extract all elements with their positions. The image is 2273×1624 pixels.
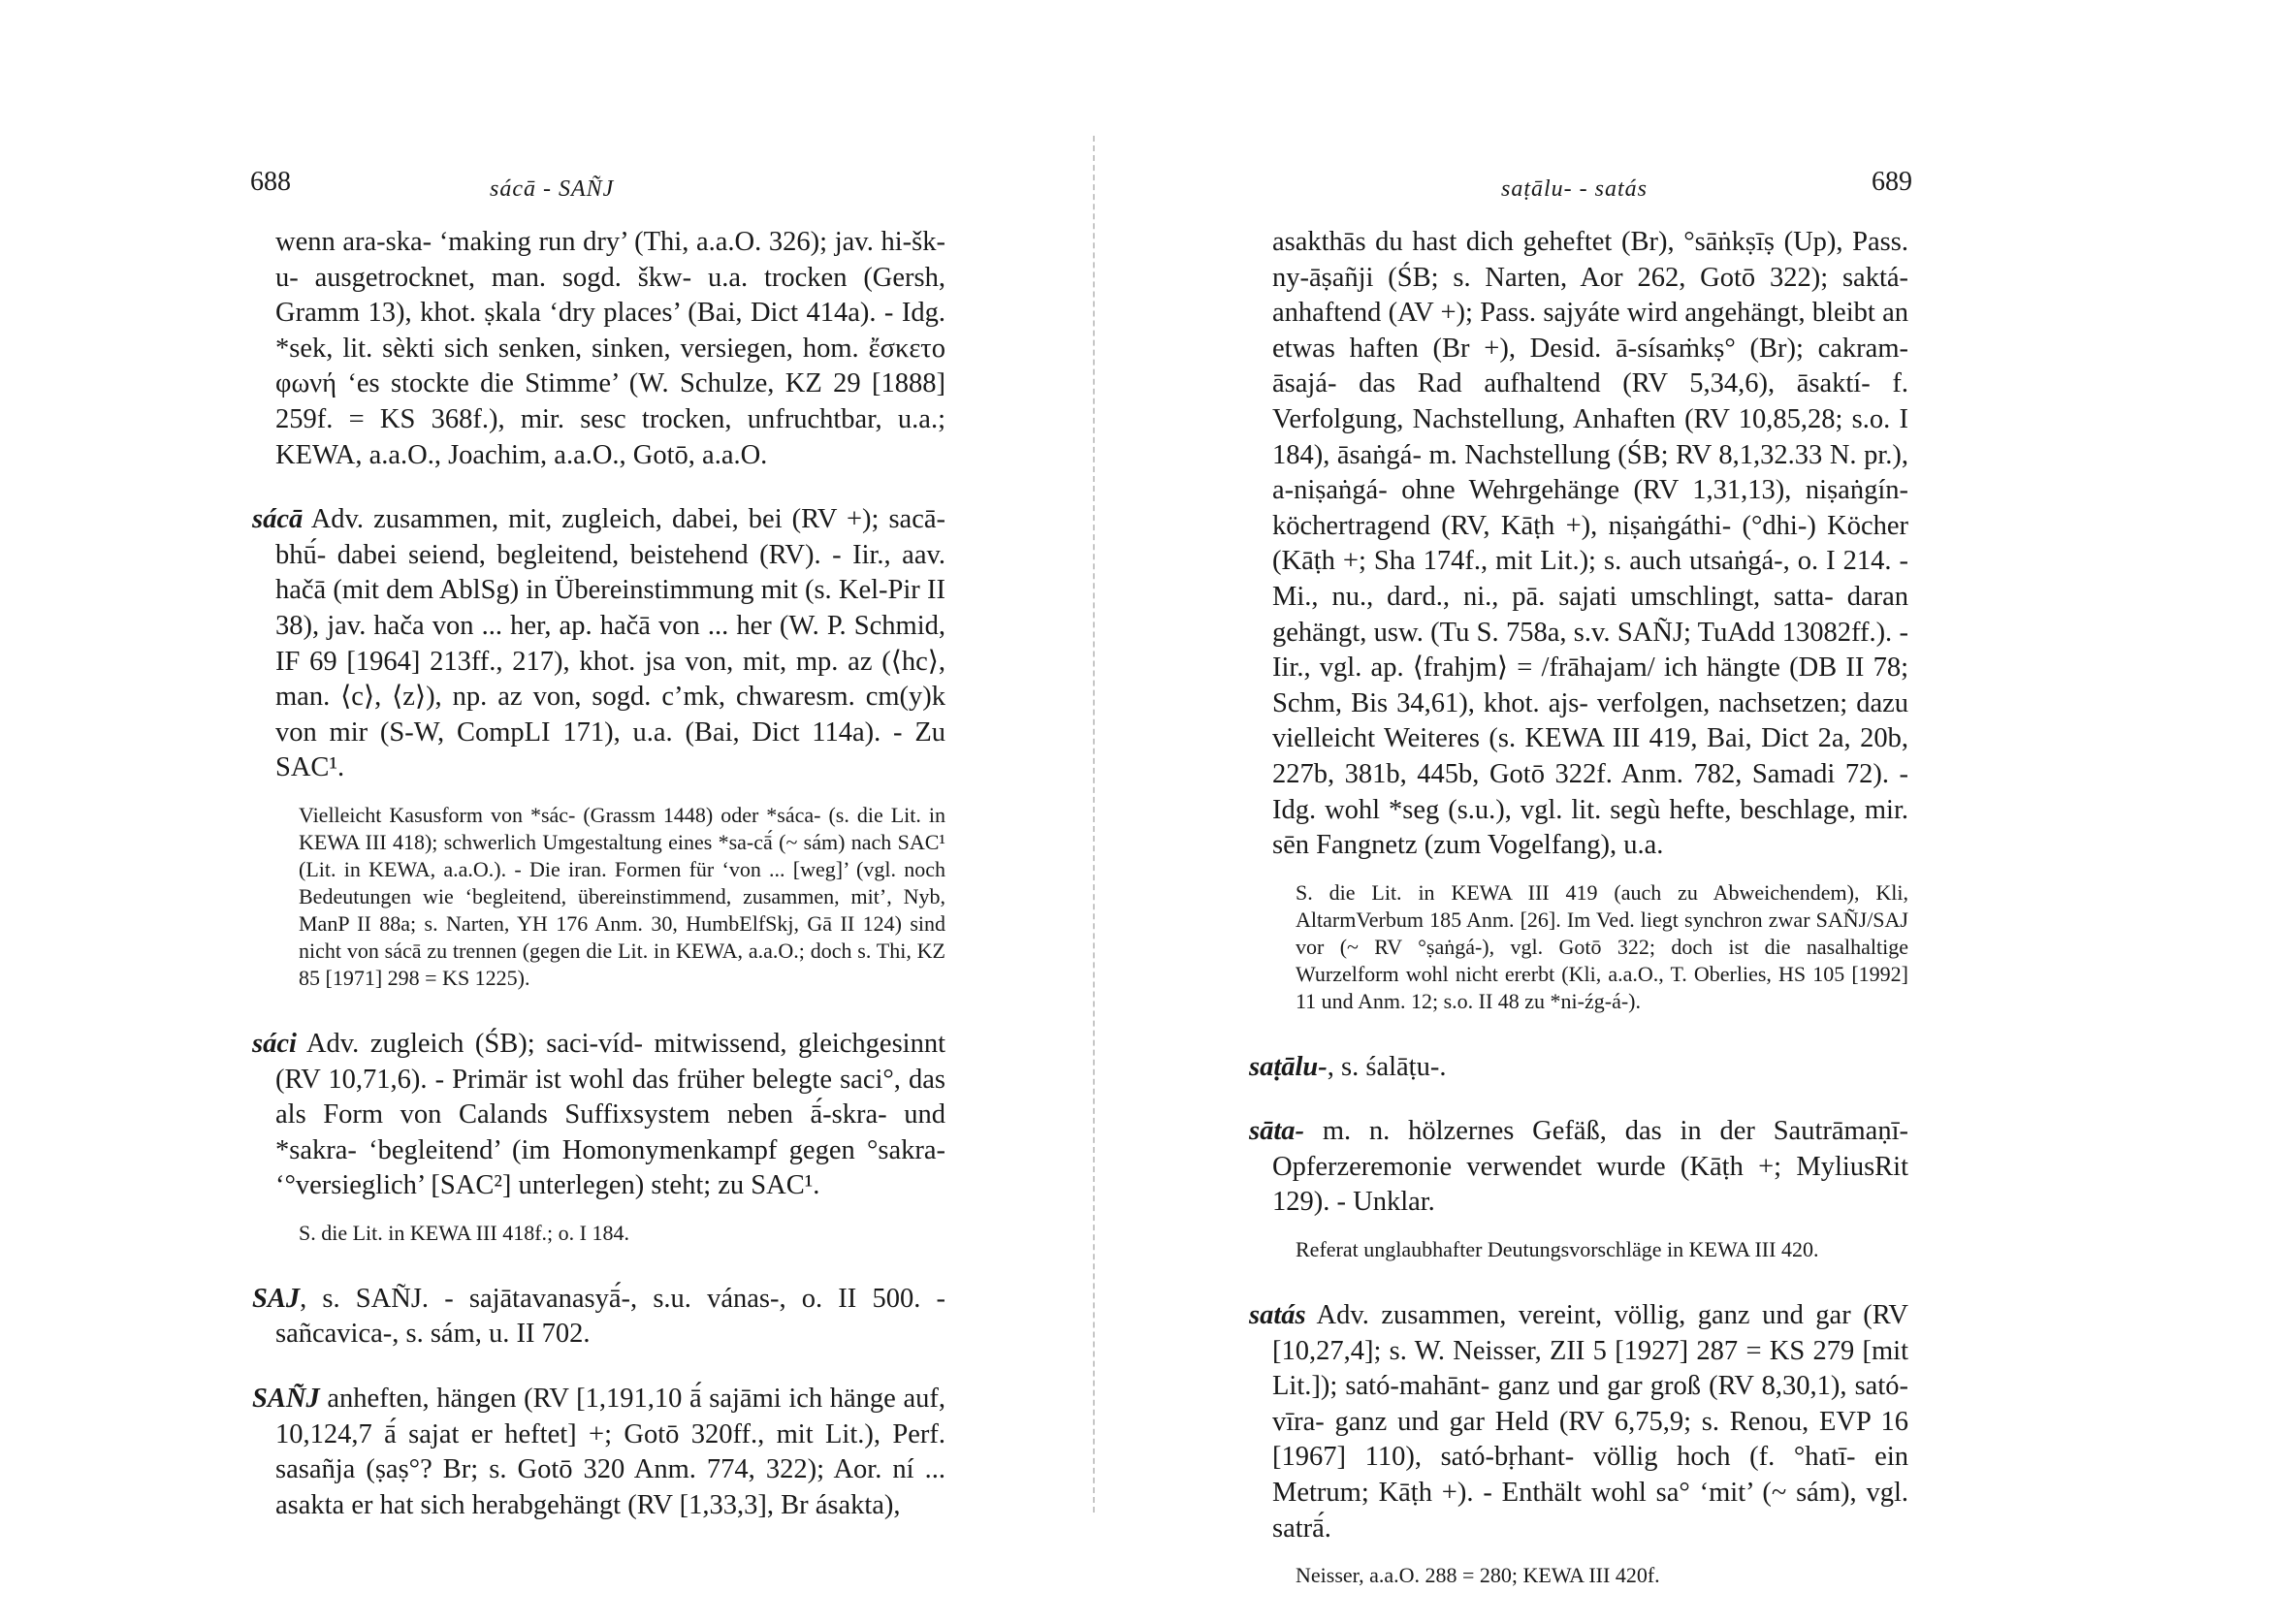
right-page: [1125, 0, 2273, 1606]
dictionary-entry: [252, 502, 945, 786]
entry-text: , s. SAÑJ. - sajātavanasyā́-, s.u. vánas-, o. II 500. - sañcavica-, s. sám, u. II 702.: [275, 1283, 945, 1350]
left-page: [0, 0, 1096, 1606]
entry-lemma: saṭālu-: [1249, 1051, 1328, 1082]
left-column: [252, 225, 945, 1552]
dictionary-entry: [1249, 1050, 1908, 1086]
entry-text: , s. śalāṭu-.: [1327, 1051, 1447, 1082]
entry-note: Referat unglaubhafter Deutungsvorschläge in KEWA III 420.: [1296, 1237, 1819, 1262]
dictionary-entry: [252, 1282, 945, 1353]
entry-lemma: sāta-: [1249, 1116, 1304, 1147]
left-page-number: 688: [250, 167, 291, 197]
entry-text: m. n. hölzernes Gefäß, das in der Sautrāmaṇī-Opferzeremonie verwendet wurde (Kāṭh +; MyliusRit 129). - Unklar.: [1272, 1116, 1908, 1218]
entry-text: Adv. zugleich (ŚB); saci-víd- mitwissend, gleichgesinnt (RV 10,71,6). - Primär ist wohl das früher belegte saci°, das als Form von Calands Suffixsystem neben ā́-skra- und *sakra- ‘begleitend’ (im Homonymenkampf gegen °sakra- ‘°versieglich’ [SAC²] unterlegen) steht; zu SAC¹.: [275, 1028, 945, 1201]
entry-lemma: sáci: [252, 1028, 297, 1059]
entry-lemma: SAJ: [252, 1283, 301, 1314]
dictionary-entry: [252, 1382, 945, 1523]
right-page-number: 689: [1872, 167, 1912, 197]
entry-text: anheften, hängen (RV [1,191,10 ā́ sajāmi ich hänge auf, 10,124,7 ā́ sajat er heftet] +; Gotō 320ff., mit Lit.), Perf. sasañja (ṣaṣ°? Br; s. Gotō 320 Anm. 774, 322); Aor. ní ... asakta er hat sich herabgehängt (RV [1,33,3], Br ásakta),: [275, 1384, 945, 1520]
entry-lemma: satás: [1249, 1300, 1306, 1331]
entry-note: S. die Lit. in KEWA III 418f.; o. I 184.: [299, 1220, 629, 1245]
continuation-text: wenn ara-ska- ‘making run dry’ (Thi, a.a.O. 326); jav. hi-šk-u- ausgetrocknet, man. sogd. škw- u.a. trocken (Gersh, Gramm 13), khot. ṣkala ‘dry places’ (Bai, Dict 414a). - Idg. *sek, lit. sèkti sich senken, sinken, versiegen, hom. ἔσκετο φωνή ‘es stockte die Stimme’ (W. Schulze, KZ 29 [1888] 259f. = KS 368f.), mir. sesc trocken, unfruchtbar, u.a.; KEWA, a.a.O., Joachim, a.a.O., Gotō, a.a.O.: [275, 227, 945, 470]
left-running-head: sácā - SAÑJ: [490, 176, 615, 202]
entry-lemma: sácā: [252, 504, 304, 535]
continuation-text: asakthās du hast dich geheftet (Br), °sāṅkṣīṣ (Up), Pass. ny-āṣañji (ŚB; s. Narten, Aor 262, Gotō 322); saktá- anhaftend (AV +); Pass. sajyáte wird angehängt, bleibt an etwas haften (Br +), Desid. ā-sísaṁkṣ° (Br); cakram-āsajá- das Rad aufhaltend (RV 5,34,6), āsaktí- f. Verfolgung, Nachstellung, Anhaften (RV 10,85,28; s.o. I 184), āsaṅgá- m. Nachstellung (ŚB; RV 8,1,32.33 N. pr.), a-niṣaṅgá- ohne Wehrgehänge (RV 1,31,13), niṣaṅgín- köchertragend (RV, Kāṭh +), niṣaṅgáthi- (°dhi-) Köcher (Kāṭh +; Sha 174f., mit Lit.); s. auch utsaṅgá-, o. I 214. - Mi., nu., dard., ni., pā. sajati umschlingt, satta- daran gehängt, usw. (Tu S. 758a, s.v. SAÑJ; TuAdd 13082ff.). - Iir., vgl. ap. ⟨frahjm⟩ = /frāhajam/ ich hängte (DB II 78; Schm, Bis 34,61), khot. ajs- verfolgen, nachsetzen; dazu vielleicht Weiteres (s. KEWA III 419, Bai, Dict 2a, 20b, 227b, 381b, 445b, Gotō 322f. Anm. 782, Samadi 72). - Idg. wohl *seg (s.u.), vgl. lit. segù hefte, beschlage, mir. sēn Fangnetz (zum Vogelfang), u.a.: [1272, 227, 1908, 861]
entry-text: Adv. zusammen, vereint, völlig, ganz und gar (RV [10,27,4]; s. W. Neisser, ZII 5 [1927] 287 = KS 279 [mit Lit.]); sató-mahānt- ganz und gar groß (RV 8,30,1), sató-vīra- ganz und gar Held (RV 6,75,9; s. Renou, EVP 16 [1967] 110), sató-bṛhant- völlig hoch (f. °hatī- ein Metrum; Kāṭh +). - Enthält wohl sa° ‘mit’ (~ sám), vgl. satrā́.: [1272, 1300, 1908, 1544]
entry-note: Neisser, a.a.O. 288 = 280; KEWA III 420f.: [1296, 1563, 1660, 1588]
dictionary-entry: [252, 1027, 945, 1204]
dictionary-entry: [1249, 1298, 1908, 1546]
entry-lemma: SAÑJ: [252, 1384, 320, 1415]
entry-text: Adv. zusammen, mit, zugleich, dabei, bei (RV +); sacā-bhū́- dabei seiend, begleitend, beistehend (RV). - Iir., aav. hačā (mit dem AblSg) in Übereinstimmung mit (s. Kel-Pir II 38), jav. hača von ... her, ap. hačā von ... her (W. P. Schmid, IF 69 [1964] 213ff., 217), khot. jsa von, mit, mp. az (⟨hc⟩, man. ⟨c⟩, ⟨z⟩), np. az von, sogd. c’mk, chwaresm. cm(y)k von mir (S-W, CompLI 171), u.a. (Bai, Dict 114a). - Zu SAC¹.: [275, 504, 945, 783]
right-running-head: saṭālu- - satás: [1501, 176, 1649, 202]
entry-note: Vielleicht Kasusform von *sác- (Grassm 1448) oder *sáca- (s. die Lit. in KEWA III 418); schwerlich Umgestaltung eines *sa-cā́ (~ sám) nach SAC¹ (Lit. in KEWA, a.a.O.). - Die iran. Formen für ‘von ... [weg]’ (vgl. noch Bedeutungen wie ‘begleitend, übereinstimmend, zusammen, mit’, Nyb, ManP II 88a; s. Narten, YH 176 Anm. 30, HumbElfSkj, Gā II 124) sind nicht von sácā zu trennen (gegen die Lit. in KEWA, a.a.O.; doch s. Thi, KZ 85 [1971] 298 = KS 1225).: [299, 802, 945, 990]
entry-note: S. die Lit. in KEWA III 419 (auch zu Abweichendem), Kli, AltarmVerbum 185 Anm. [26]. Im Ved. liegt synchron zwar SAÑJ/SAJ vor (~ RV °ṣaṅgá-), vgl. Gotō 322; doch ist die nasalhaltige Wurzelform wohl nicht ererbt (Kli, a.a.O., T. Oberlies, HS 105 [1992] 11 und Anm. 12; s.o. II 48 zu *ni-źg-á-).: [1296, 879, 1908, 1013]
page-gutter: [1093, 136, 1095, 1513]
dictionary-entry: [1249, 1114, 1908, 1221]
right-column: [1249, 225, 1908, 1624]
